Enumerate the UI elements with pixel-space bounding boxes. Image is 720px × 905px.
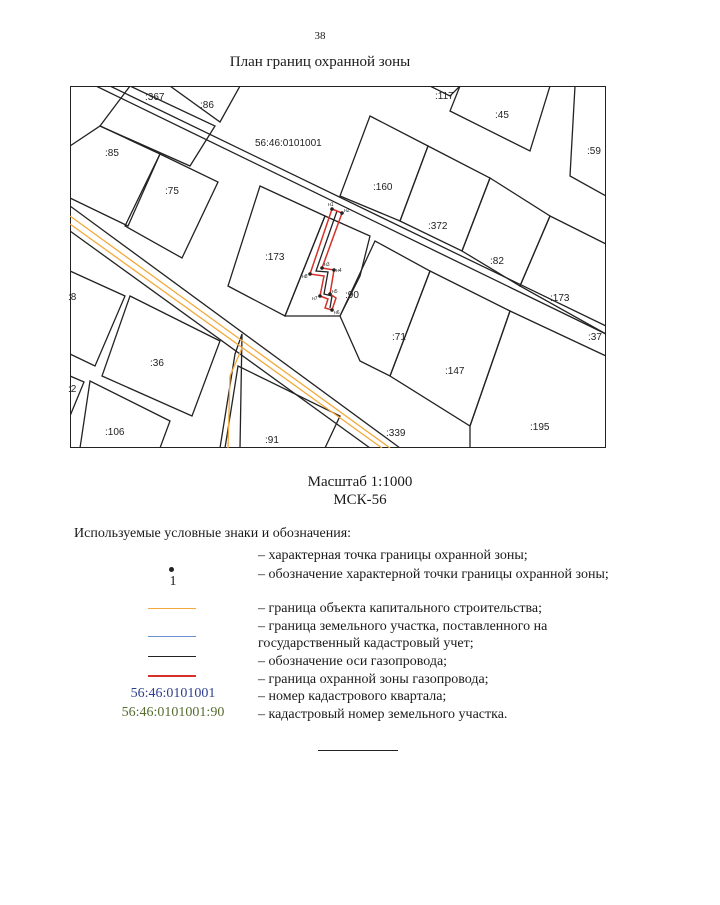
- plot-label: :195: [530, 422, 550, 433]
- legend-symbol-point-number: [100, 574, 280, 592]
- cadastral-map: [70, 86, 606, 448]
- legend-heading: Используемые условные знаки и обозначения:: [74, 526, 352, 541]
- plot-label: :367: [145, 92, 165, 103]
- legend-item: – кадастровый номер земельного участка.: [258, 707, 508, 722]
- legend-item: – граница земельного участка, поставленного на государственный кадастровый учет;: [258, 619, 548, 651]
- quarter-number-example: 56:46:0101001: [130, 686, 216, 701]
- plot-label: :147: [445, 366, 465, 377]
- plot-label: :173: [265, 252, 285, 263]
- plot-label: :117: [435, 91, 454, 102]
- legend-item: – обозначение оси газопровода;: [258, 654, 448, 669]
- plot-label: :37: [588, 332, 602, 343]
- coordinate-system: МСК-56: [333, 492, 387, 508]
- plot-label: :8: [68, 292, 77, 303]
- boundary-point-marker: [308, 272, 312, 276]
- legend-item: – номер кадастрового квартала;: [258, 689, 447, 704]
- plot-label: :82: [490, 256, 504, 267]
- legend-symbol-building-boundary: [100, 600, 280, 618]
- legend-item: – обозначение характерной точки границы охранной зоны;: [258, 567, 609, 582]
- plot-label: :106: [105, 427, 125, 438]
- plot-label: :91: [265, 435, 279, 446]
- point-label: н7: [312, 296, 318, 302]
- point-label: н8: [302, 274, 308, 280]
- legend-symbol-cadastral-number: [100, 705, 280, 723]
- orange-line-icon: [148, 608, 196, 609]
- point-label: н5: [332, 289, 338, 295]
- legend-item: – характерная точка границы охранной зоны;: [258, 548, 528, 563]
- cadastral-quarter-label: 56:46:0101001: [255, 138, 322, 149]
- plot-label: :173: [550, 293, 570, 304]
- plot-label: :2: [68, 384, 77, 395]
- plot-label: :86: [200, 100, 214, 111]
- blue-line-icon: [148, 636, 196, 637]
- cadastral-number-example: 56:46:0101001:90: [121, 705, 225, 720]
- plot-label: :90: [345, 290, 359, 301]
- plot-label: :85: [105, 148, 119, 159]
- plot-label: :36: [150, 358, 164, 369]
- red-line-icon: [148, 675, 196, 677]
- plot-label: :160: [373, 182, 393, 193]
- legend-item: – граница объекта капитального строительства;: [258, 601, 543, 616]
- plot-label: :59: [587, 146, 601, 157]
- map-scale: Масштаб 1:1000: [307, 474, 413, 490]
- point-number-example: 1: [169, 574, 177, 589]
- closing-rule: [318, 750, 398, 751]
- plot-label: :372: [428, 221, 448, 232]
- map-title: План границ охранной зоны: [229, 54, 411, 70]
- legend-item: – граница охранной зоны газопровода;: [258, 672, 489, 687]
- map-frame: [71, 87, 606, 448]
- legend-symbol-land-plot-boundary: [100, 628, 280, 646]
- point-label: н3: [324, 262, 330, 268]
- point-label: н2: [344, 208, 350, 214]
- plot-label: :339: [386, 428, 406, 439]
- point-label: н6: [334, 310, 340, 316]
- black-line-icon: [148, 656, 196, 657]
- boundary-point-dot-icon: [169, 567, 174, 572]
- map-svg: [70, 86, 606, 448]
- legend-symbol-protection-zone: [100, 667, 280, 685]
- legend-symbol-quarter-number: [100, 686, 280, 704]
- page-number: 38: [314, 30, 326, 42]
- point-label: н4: [336, 268, 342, 274]
- boundary-point-marker: [318, 294, 322, 298]
- plot-label: :45: [495, 110, 509, 121]
- plot-label: :71: [392, 332, 406, 343]
- point-label: н1: [328, 202, 334, 208]
- plot-label: :75: [165, 186, 179, 197]
- legend-symbol-gas-axis: [100, 648, 280, 666]
